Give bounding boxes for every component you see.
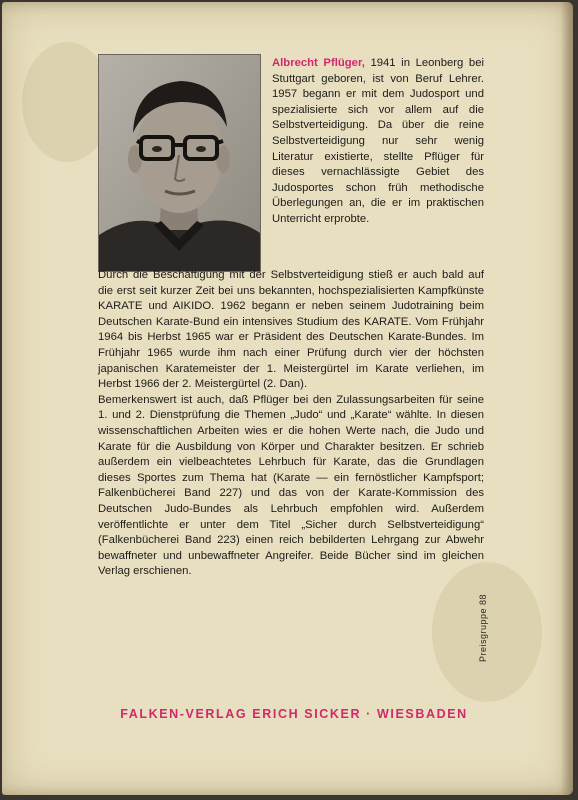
portrait-image — [99, 55, 260, 271]
cover-edge — [561, 2, 573, 795]
bio-intro-text: 1941 in Leonberg bei Stuttgart geboren, ist von Beruf Lehrer. 1957 begann er mit dem Judosport und spezialisierte sich vor allem auf die Selbstverteidigung. Da über die reine Selbstverteidigung nur sehr wenig Literatur existierte, stellte Pflüger für dieses vernachlässigte Gebiet des Judosportes schon früh methodische Überlegungen an, die er im praktischen Unterricht erprobte. — [272, 57, 484, 225]
book-back-cover — [2, 2, 573, 795]
bio-body — [98, 268, 484, 580]
author-portrait — [98, 54, 261, 272]
price-group-label: Preisgruppe 88 — [478, 593, 488, 662]
author-name: Albrecht Pflüger, — [272, 57, 365, 69]
bio-intro — [272, 56, 484, 228]
publisher-imprint: FALKEN-VERLAG ERICH SICKER · WIESBADEN — [120, 707, 468, 721]
bio-paragraph: Bemerkenswert ist auch, daß Pflüger bei den Zulassungsarbeiten für seine 1. und 2. Dienstprüfung die Themen „Judo“ und „Karate“ wählte. In diesen wissenschaftlichen Arbeiten wies er die hohen Werte nach, die Judo und Karate für die Ausbildung von Körper und Charakter besitzen. Er schrieb außerdem ein vielbeachtetes Lehrbuch für Karate, das die Grundlagen dieses Sportes zum Thema hat (Karate — ein fernöstlicher Kampfsport; Falkenbücherei Band 227) und das von der Karate-Kommission des Deutschen Judo-Bundes als Lehrbuch empfohlen wird. Außerdem veröffentlichte er unter dem Titel „Sicher durch Selbstverteidigung“ (Falkenbücherei Band 223) einen reich bebilderten Lehrgang zur Abwehr bewaffneter und unbewaffneter Angreifer. Beide Bücher sind im gleichen Verlag erschienen. — [98, 393, 484, 578]
bio-paragraph: Durch die Beschäftigung mit der Selbstverteidigung stieß er auch bald auf die erst seit kurzer Zeit bei uns bekannten, hochspezialisierten Kampfkünste KARATE und AIKIDO. 1962 begann er neben seinem Judotraining beim Deutschen Karate-Bund ein intensives Studium des KARATE. Vom Frühjahr 1964 bis Herbst 1965 war er Präsident des Deutschen Karate-Bundes. Im Frühjahr 1965 wurde ihm nach einer Prüfung durch vier der höchsten japanischen Karatemeister der 1. Meistergürtel im Karate verliehen, im Herbst 1966 der 2. Meistergürtel (2. Dan). — [98, 269, 484, 391]
